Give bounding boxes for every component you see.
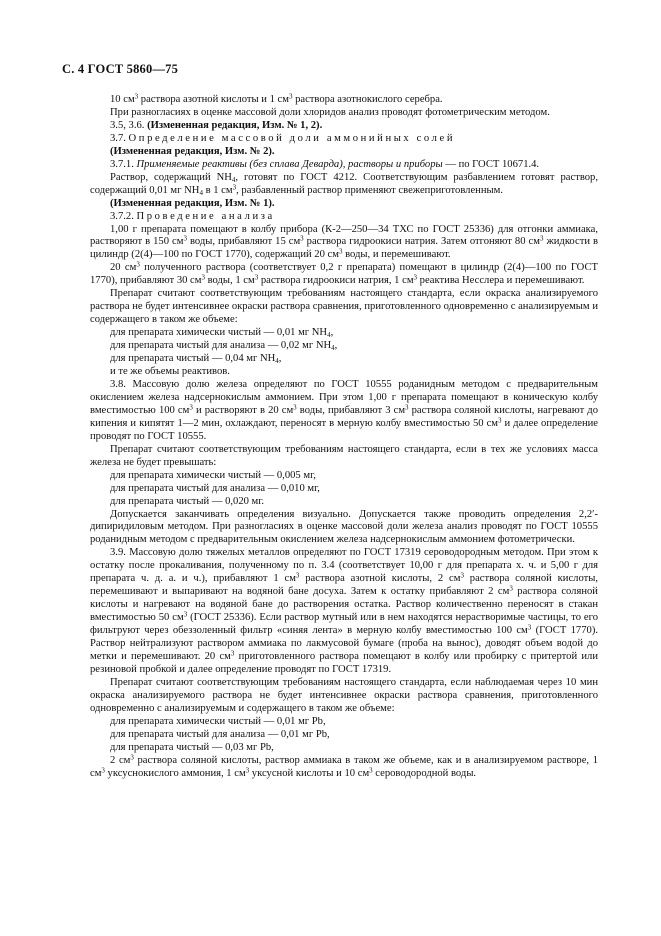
list-item: для препарата чистый — 0,020 мг. (110, 495, 265, 507)
paragraph: 3.8. Массовую долю железа определяют по ГОСТ 10555 роданидным методом с предварительным окислением железа надсернокислым аммонием. При этом 1,00 г препарата помещают в коническую колбу вместимостью 100 $см^3$ и растворяют в 20 $см^3$ воды, прибавляют 3 $см^3$ раствора соляной кислоты, нагревают до кипения и кипятят 1—2 мин, охлаждают, переносят в мерную колбу вместимостью 50 $см^3$ и далее определение проводят по ГОСТ 10555. (90, 378, 599, 442)
paragraph: 10 $см^3$ раствора азотной кислоты и 1 $см^3$ раствора азотнокислого серебра. (110, 92, 443, 105)
paragraph: (Измененная редакция, Изм. № 2). (110, 145, 275, 157)
list-item: для препарата чистый для анализа — 0,010 мг, (110, 482, 320, 494)
list-item: для препарата чистый — 0,04 мг $NH_4$, (110, 353, 282, 366)
paragraph: При разногласиях в оценке массовой доли хлоридов анализ проводят фотометрическим методом. (110, 106, 550, 118)
paragraph: 3.9. Массовую долю тяжелых металлов определяют по ГОСТ 17319 сероводородным методом. При этом к остатку после прокаливания, полученному по п. 3.4 (соответствует 10,00 г для препарата х. ч. и 5,00 г для препарата ч. д. а. и ч.), прибавляют 1 $см^3$ раствора азотной кислоты, 2 $см^3$ раствора соляной кислоты, перемешивают и выпаривают на водяной бане досуха. Затем к остатку прибавляют 2 $см^3$ раствора соляной кислоты и нагревают на водяной бане до растворения остатка. Раствор количественно переносят в стакан вместимостью 50 $см^3$ (ГОСТ 25336). Если раствор мутный или в нем находятся нерастворимые частицы, то его фильтруют через обеззоленный фильтр «синяя лента» в мерную колбу вместимостью 100 $см^3$ (ГОСТ 1770). Раствор нейтрализуют раствором аммиака по лакмусовой бумаге (проба на вынос), доводят объем водой до метки и перемешивают. 20 $см^3$ приготовленного раствора помещают в колбу или пробирку с притертой или резиновой пробкой и далее определение проводят по ГОСТ 17319. (90, 547, 599, 675)
paragraph: 3.7.2. Проведение анализа (110, 210, 275, 222)
list-item: для препарата химически чистый — 0,01 мг Pb, (110, 715, 326, 727)
paragraph: 2 $см^3$ раствора соляной кислоты, раствор аммиака в таком же объеме, как и в анализируемом растворе, 1 $см^3$ уксуснокислого аммония, 1 $см^3$ уксусной кислоты и 10 $см^3$ сероводородной воды. (90, 753, 599, 779)
paragraph: (Измененная редакция, Изм. № 1). (110, 197, 275, 209)
paragraph: Допускается заканчивать определения визуально. Допускается также проводить определения 2,2′- дипиридиловым методом. При разногласиях в оценке массовой доли железа анализ проводят по ГОСТ 10555 роданидным методом с предварительным окислением железа надсернокислым аммонием фотометрически. (90, 508, 598, 546)
body-text (90, 94, 598, 781)
paragraph: 3.5, 3.6. (Измененная редакция, Изм. № 1, 2). (110, 119, 323, 131)
paragraph: Раствор, содержащий $NH_4$, готовят по ГОСТ 4212. Соответствующим разбавлением готовят раствор, содержащий 0,01 мг $NH_4$ в 1 $см^3$, разбавленный раствор применяют свежеприготовленным. (90, 171, 598, 197)
paragraph: Препарат считают соответствующим требованиям настоящего стандарта, если окраска анализируемого раствора не будет интенсивнее окраски раствора сравнения, приготовленного одновременно с анализируемым и содержащего в таком же объеме: (90, 288, 598, 326)
list-item: для препарата чистый — 0,03 мг Pb, (110, 741, 274, 753)
list-item: и те же объемы реактивов. (110, 366, 230, 378)
paragraph: Препарат считают соответствующим требованиям настоящего стандарта, если наблюдаемая через 10 мин окраска анализируемого раствора не будет интенсивнее окраски раствора сравнения, приготовленного одновременно с анализируемым и содержащего в таком же объеме: (90, 676, 598, 714)
paragraph: 3.7. Определение массовой доли аммонийных солей (110, 132, 456, 144)
paragraph: 1,00 г препарата помещают в колбу прибора (К-2—250—34 ТХС по ГОСТ 25336) для отгонки аммиака, растворяют в 150 $см^3$ воды, прибавляют 15 $см^3$ раствора гидроокиси натрия. Затем отгоняют 80 $см^3$ жидкости в цилиндр (2(4)—100 по ГОСТ 1770), содержащий 20 $см^3$ воды, и перемешивают. (90, 223, 598, 261)
paragraph: 20 $см^3$ полученного раствора (соответствует 0,2 г препарата) помещают в цилиндр (2(4)—100 по ГОСТ 1770), прибавляют 30 $см^3$ воды, 1 $см^3$ раствора гидроокиси натрия, 1 $см^3$ реактива Несслера и перемешивают. (90, 260, 599, 287)
page-header: С. 4 ГОСТ 5860—75 (62, 62, 179, 76)
paragraph: 3.7.1. Применяемые реактивы (без сплава Деварда), растворы и приборы — по ГОСТ 10671.4. (110, 158, 540, 170)
list-item: для препарата чистый для анализа — 0,02 мг $NH_4$, (110, 340, 338, 353)
paragraph: Препарат считают соответствующим требованиям настоящего стандарта, если в тех же условиях масса железа не будет превышать: (90, 443, 598, 468)
list-item: для препарата химически чистый — 0,01 мг $NH_4$, (110, 327, 334, 340)
list-item: для препарата чистый для анализа — 0,01 мг Pb, (110, 728, 330, 740)
list-item: для препарата химически чистый — 0,005 мг, (110, 469, 316, 481)
